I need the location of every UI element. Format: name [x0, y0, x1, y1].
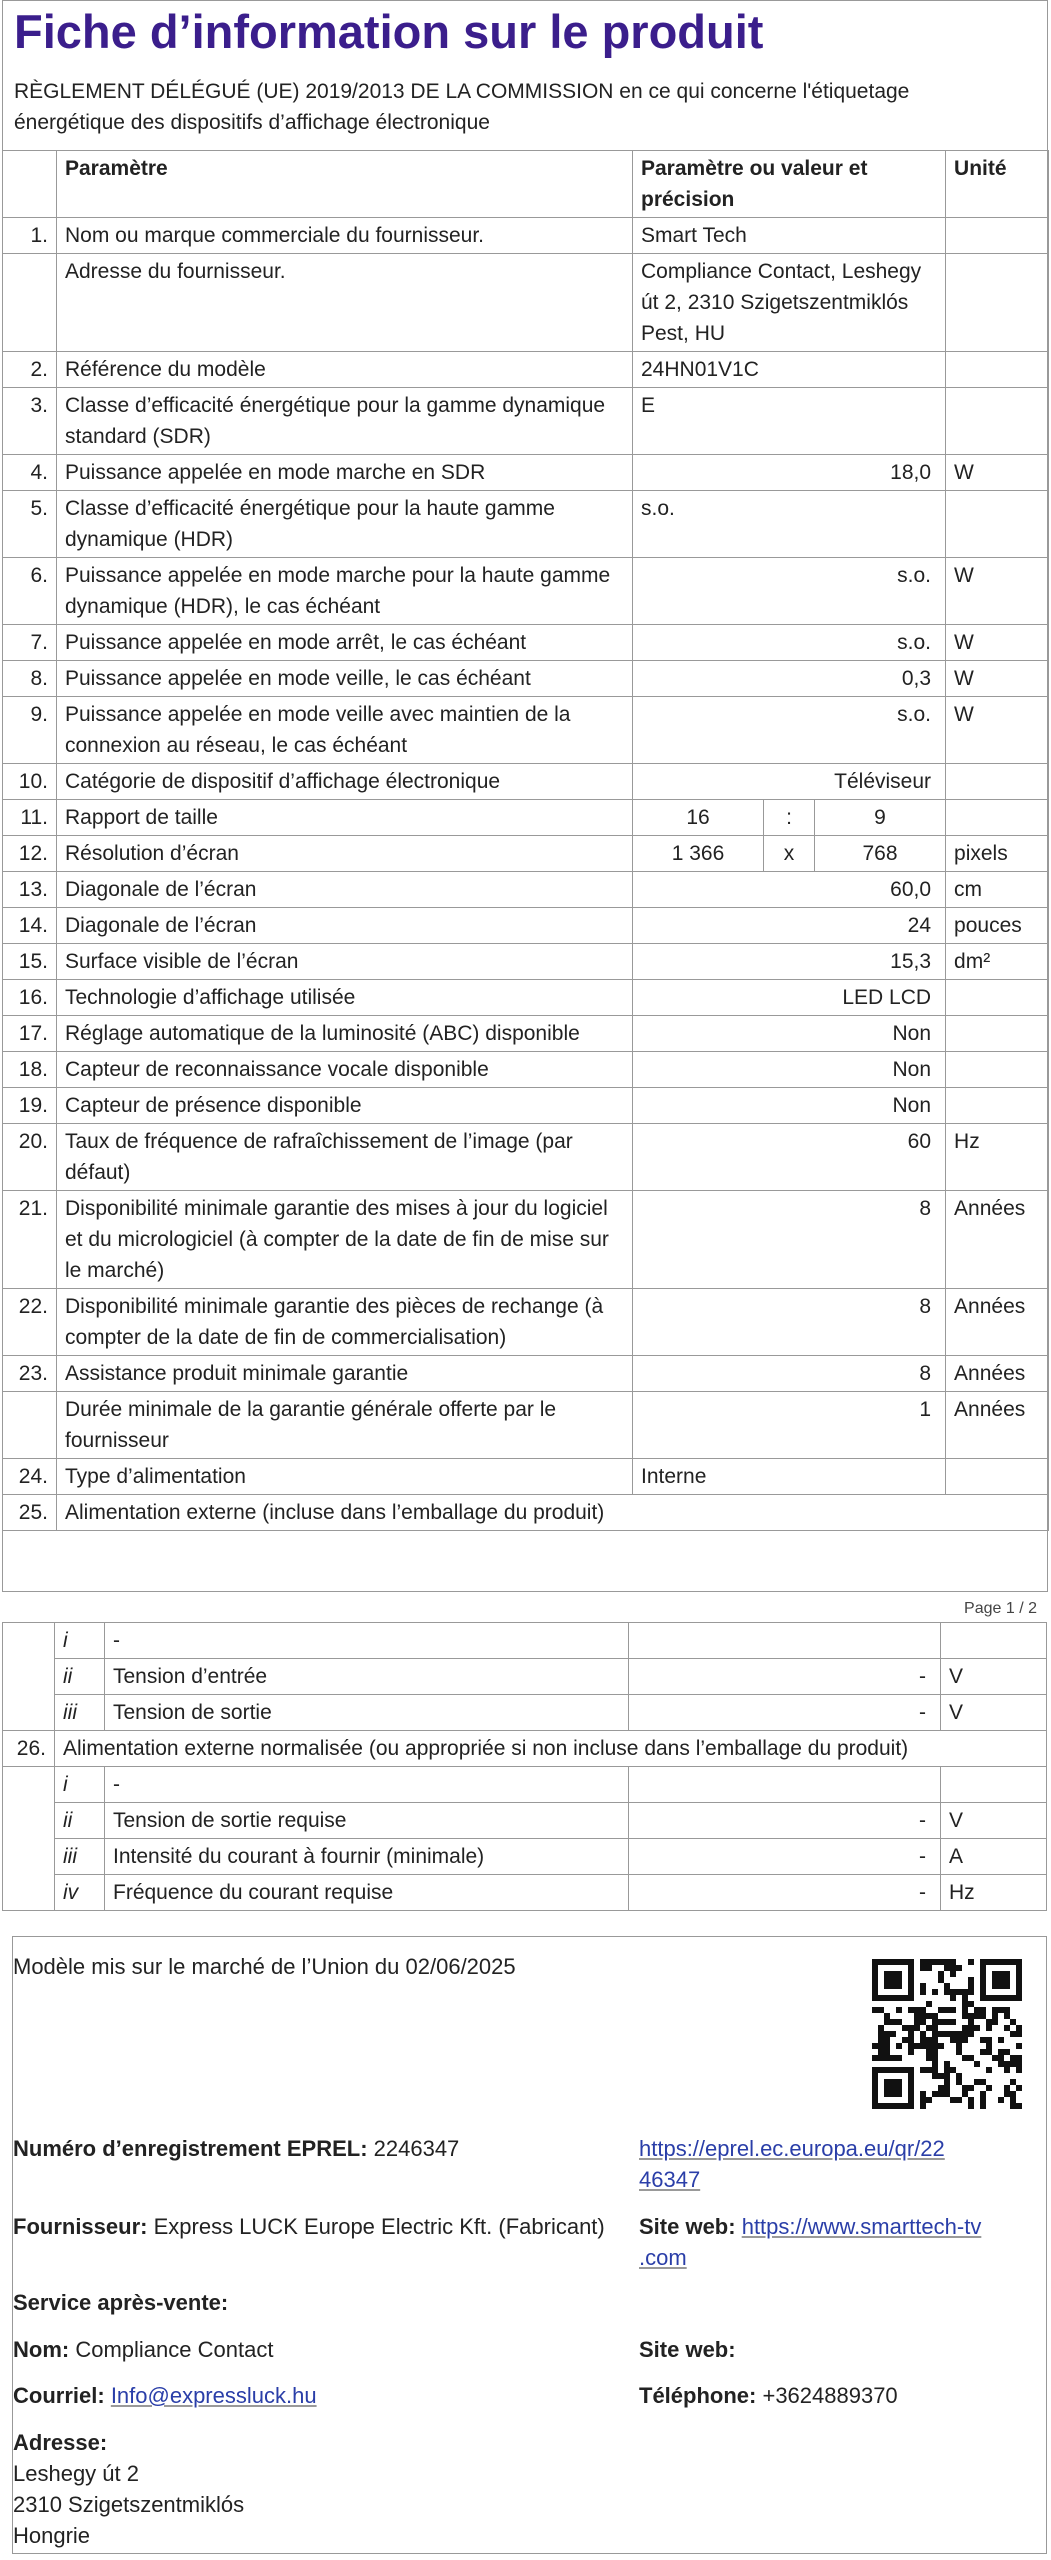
row-value-separator: x — [764, 836, 815, 872]
after-sales-heading: Service après-vente: — [13, 2290, 229, 2315]
supplier-row — [13, 2211, 605, 2242]
eprel-link-cont[interactable]: 46347 — [639, 2167, 701, 2192]
row-parameter: Type d’alimentation — [57, 1459, 633, 1495]
row-number: 23. — [3, 1356, 57, 1392]
eprel-label: Numéro d’enregistrement EPREL: — [13, 2136, 368, 2161]
website-link[interactable]: https://www.smarttech-tv — [741, 2214, 982, 2239]
row-value: Non — [633, 1016, 946, 1052]
row-value: Téléviseur — [633, 764, 946, 800]
website-link-cont[interactable]: .com — [639, 2245, 687, 2270]
row-value: Compliance Contact, Leshegy út 2, 2310 Szigetszentmiklós Pest, HU — [633, 254, 946, 352]
table-row — [3, 836, 1049, 872]
row-parameter: Capteur de reconnaissance vocale disponible — [57, 1052, 633, 1088]
table-row — [3, 1459, 1049, 1495]
row-value: 1 — [633, 1392, 946, 1459]
table-row — [3, 908, 1049, 944]
website-row — [639, 2211, 981, 2242]
row-parameter: Diagonale de l’écran — [57, 872, 633, 908]
sub-index: ii — [55, 1659, 105, 1695]
table-row — [3, 800, 1049, 836]
row-value: LED LCD — [633, 980, 946, 1016]
row-number: 21. — [3, 1191, 57, 1289]
address-line-1: Leshegy út 2 — [13, 2461, 139, 2486]
sub-unit: V — [941, 1659, 1047, 1695]
eprel-link[interactable]: https://eprel.ec.europa.eu/qr/22 — [639, 2136, 945, 2161]
row-number: 11. — [3, 800, 57, 836]
row-parameter: Surface visible de l’écran — [57, 944, 633, 980]
table-row — [3, 872, 1049, 908]
row-number: 10. — [3, 764, 57, 800]
sub-index: i — [55, 1623, 105, 1659]
row-unit — [946, 800, 1049, 836]
row-number: 17. — [3, 1016, 57, 1052]
row-parameter: Rapport de taille — [57, 800, 633, 836]
row-parameter: Classe d’efficacité énergétique pour la gamme dynamique standard (SDR) — [57, 388, 633, 455]
table-row — [3, 352, 1049, 388]
table-row — [3, 388, 1049, 455]
row-value: Interne — [633, 1459, 946, 1495]
sub-parameter: - — [105, 1623, 629, 1659]
table-row — [3, 764, 1049, 800]
row-number: 9. — [3, 697, 57, 764]
row-parameter: Résolution d’écran — [57, 836, 633, 872]
sub-unit — [941, 1767, 1047, 1803]
row-unit: W — [946, 558, 1049, 625]
row-unit — [946, 388, 1049, 455]
row-number: 5. — [3, 491, 57, 558]
row-value: 8 — [633, 1289, 946, 1356]
page-number: Page 1 / 2 — [964, 1600, 1037, 1617]
table-row — [3, 1052, 1049, 1088]
table-row-25 — [3, 1495, 1049, 1531]
row-parameter: Technologie d’affichage utilisée — [57, 980, 633, 1016]
sub-unit: Hz — [941, 1875, 1047, 1911]
row-parameter: Puissance appelée en mode veille, le cas échéant — [57, 661, 633, 697]
sub-index: ii — [55, 1803, 105, 1839]
sub-value: - — [629, 1659, 941, 1695]
row-number: 13. — [3, 872, 57, 908]
row-parameter: Classe d’efficacité énergétique pour la haute gamme dynamique (HDR) — [57, 491, 633, 558]
row-parameter: Disponibilité minimale garantie des pièces de rechange (à compter de la date de fin de commercialisation) — [57, 1289, 633, 1356]
row-parameter: Catégorie de dispositif d’affichage électronique — [57, 764, 633, 800]
row-number: 14. — [3, 908, 57, 944]
row-value: 15,3 — [633, 944, 946, 980]
address-line-2: 2310 Szigetszentmiklós — [13, 2492, 245, 2517]
row-number: 2. — [3, 352, 57, 388]
row-unit: W — [946, 661, 1049, 697]
table-row — [3, 1088, 1049, 1124]
row-number: 19. — [3, 1088, 57, 1124]
table-row — [3, 944, 1049, 980]
table-row — [3, 661, 1049, 697]
row-parameter: Puissance appelée en mode marche pour la haute gamme dynamique (HDR), le cas échéant — [57, 558, 633, 625]
row-unit: W — [946, 697, 1049, 764]
sub-value: - — [629, 1839, 941, 1875]
table-row — [3, 1124, 1049, 1191]
sub-parameter: Fréquence du courant requise — [105, 1875, 629, 1911]
row-number — [3, 1392, 57, 1459]
row-value: 8 — [633, 1191, 946, 1289]
phone-label: Téléphone: — [639, 2383, 757, 2408]
row-unit — [946, 1459, 1049, 1495]
row-number: 7. — [3, 625, 57, 661]
row-number: 1. — [3, 218, 57, 254]
regulation-subtitle: RÈGLEMENT DÉLÉGUÉ (UE) 2019/2013 DE LA COMMISSION en ce qui concerne l'étiquetage énergétique des dispositifs d’affichage électronique — [14, 80, 910, 134]
sub-parameter: - — [105, 1767, 629, 1803]
row-value: s.o. — [633, 625, 946, 661]
market-date: Modèle mis sur le marché de l’Union du 02/06/2025 — [13, 1954, 516, 1979]
row-value-right: 768 — [815, 836, 946, 872]
product-info-table — [2, 150, 1049, 1531]
contact-name: Compliance Contact — [75, 2337, 274, 2362]
row-value-left: 1 366 — [633, 836, 764, 872]
table-header-row — [3, 151, 1049, 218]
row-unit: Années — [946, 1289, 1049, 1356]
row-unit — [946, 980, 1049, 1016]
table-row — [3, 254, 1049, 352]
row-value-separator: : — [764, 800, 815, 836]
sub-index: iii — [55, 1695, 105, 1731]
row-parameter: Puissance appelée en mode marche en SDR — [57, 455, 633, 491]
email-label: Courriel: — [13, 2383, 105, 2408]
row-parameter: Assistance produit minimale garantie — [57, 1356, 633, 1392]
row-value: 60,0 — [633, 872, 946, 908]
row-number: 3. — [3, 388, 57, 455]
row-unit: W — [946, 625, 1049, 661]
row-number: 22. — [3, 1289, 57, 1356]
table-row — [3, 455, 1049, 491]
row-value: 24 — [633, 908, 946, 944]
table-row — [3, 980, 1049, 1016]
table-row — [3, 1356, 1049, 1392]
row-number: 25. — [3, 1495, 57, 1531]
row-value: 0,3 — [633, 661, 946, 697]
header-value: Paramètre ou valeur et précision — [633, 151, 946, 218]
sub-index: i — [55, 1767, 105, 1803]
row-parameter: Puissance appelée en mode veille avec maintien de la connexion au réseau, le cas échéant — [57, 697, 633, 764]
row-unit: dm² — [946, 944, 1049, 980]
sub-value: - — [629, 1803, 941, 1839]
supplier-name: Express LUCK Europe Electric Kft. (Fabricant) — [153, 2214, 605, 2239]
qr-code — [872, 1959, 1022, 2109]
supplier-info-box — [12, 1936, 1047, 2554]
sub-parameter: Tension de sortie — [105, 1695, 629, 1731]
row-parameter: Diagonale de l’écran — [57, 908, 633, 944]
row-unit: pouces — [946, 908, 1049, 944]
row-parameter: Capteur de présence disponible — [57, 1088, 633, 1124]
sub-row — [3, 1875, 1047, 1911]
row-unit: pixels — [946, 836, 1049, 872]
row-unit — [946, 218, 1049, 254]
row-parameter: Disponibilité minimale garantie des mises à jour du logiciel et du micrologiciel (à compter de la date de fin de mise sur le marché) — [57, 1191, 633, 1289]
phone-row — [639, 2380, 898, 2411]
row-value: Non — [633, 1088, 946, 1124]
sub-unit: A — [941, 1839, 1047, 1875]
table-row — [3, 1289, 1049, 1356]
row-parameter: Durée minimale de la garantie générale offerte par le fournisseur — [57, 1392, 633, 1459]
row-number: 6. — [3, 558, 57, 625]
sub-index: iii — [55, 1839, 105, 1875]
row-number: 4. — [3, 455, 57, 491]
row-number: 26. — [3, 1731, 55, 1767]
table-row — [3, 625, 1049, 661]
row-number: 8. — [3, 661, 57, 697]
row-parameter: Nom ou marque commerciale du fournisseur. — [57, 218, 633, 254]
sub-row — [3, 1659, 1047, 1695]
row-number: 15. — [3, 944, 57, 980]
sub-value: - — [629, 1875, 941, 1911]
row-parameter: Taux de fréquence de rafraîchissement de l’image (par défaut) — [57, 1124, 633, 1191]
row-unit — [946, 764, 1049, 800]
row-unit — [946, 254, 1049, 352]
table-row — [3, 1191, 1049, 1289]
table-row — [3, 1016, 1049, 1052]
row-number: 18. — [3, 1052, 57, 1088]
row-parameter: Adresse du fournisseur. — [57, 254, 633, 352]
row-number: 20. — [3, 1124, 57, 1191]
website-label: Site web: — [639, 2214, 736, 2239]
row-number: 24. — [3, 1459, 57, 1495]
row-number: 12. — [3, 836, 57, 872]
row-value: s.o. — [633, 491, 946, 558]
row-unit — [946, 352, 1049, 388]
sub-unit: V — [941, 1803, 1047, 1839]
page-title: Fiche d’information sur le produit — [14, 5, 764, 58]
row-parameter: Réglage automatique de la luminosité (ABC) disponible — [57, 1016, 633, 1052]
sub-value: - — [629, 1695, 941, 1731]
phone-number: +3624889370 — [762, 2383, 898, 2408]
sub-row — [3, 1623, 1047, 1659]
header-parameter: Paramètre — [57, 151, 633, 218]
table-row — [3, 491, 1049, 558]
row-value: 60 — [633, 1124, 946, 1191]
row-unit: W — [946, 455, 1049, 491]
sub-index: iv — [55, 1875, 105, 1911]
table-row — [3, 697, 1049, 764]
sub-unit: V — [941, 1695, 1047, 1731]
row-unit: Années — [946, 1356, 1049, 1392]
eprel-number: 2246347 — [373, 2136, 460, 2161]
sub-parameter: Intensité du courant à fournir (minimale) — [105, 1839, 629, 1875]
row-parameter: Puissance appelée en mode arrêt, le cas échéant — [57, 625, 633, 661]
row-value: 24HN01V1C — [633, 352, 946, 388]
row-value: Non — [633, 1052, 946, 1088]
row-unit: Années — [946, 1191, 1049, 1289]
name-label: Nom: — [13, 2337, 70, 2362]
row-number: 16. — [3, 980, 57, 1016]
table-row-26 — [3, 1731, 1047, 1767]
row-unit — [946, 1052, 1049, 1088]
row-parameter: Référence du modèle — [57, 352, 633, 388]
row-value: 18,0 — [633, 455, 946, 491]
sub-group-spacer — [3, 1623, 55, 1731]
row-unit — [946, 491, 1049, 558]
row-unit: Hz — [946, 1124, 1049, 1191]
row-parameter: Alimentation externe normalisée (ou appropriée si non incluse dans l’emballage du produit) — [55, 1731, 1047, 1767]
row-value-right: 9 — [815, 800, 946, 836]
row-value: s.o. — [633, 697, 946, 764]
row-value-left: 16 — [633, 800, 764, 836]
sub-row — [3, 1803, 1047, 1839]
row-number — [3, 254, 57, 352]
row-value: E — [633, 388, 946, 455]
row-unit — [946, 1088, 1049, 1124]
row-value: 8 — [633, 1356, 946, 1392]
header-unit: Unité — [946, 151, 1049, 218]
sub-value — [629, 1767, 941, 1803]
sub-unit — [941, 1623, 1047, 1659]
website2-label: Site web: — [639, 2337, 736, 2362]
header-number — [3, 151, 57, 218]
sub-row — [3, 1695, 1047, 1731]
row-value: Smart Tech — [633, 218, 946, 254]
sub-row — [3, 1839, 1047, 1875]
contact-name-row — [13, 2334, 273, 2365]
email-link[interactable]: Info@expressluck.hu — [110, 2383, 317, 2408]
row-unit: Années — [946, 1392, 1049, 1459]
row-value: s.o. — [633, 558, 946, 625]
eprel-row — [13, 2133, 459, 2164]
address-label: Adresse: — [13, 2430, 108, 2455]
power-supply-table — [2, 1622, 1047, 1911]
sub-value — [629, 1623, 941, 1659]
table-row — [3, 558, 1049, 625]
table-row — [3, 1392, 1049, 1459]
sub-parameter: Tension de sortie requise — [105, 1803, 629, 1839]
sub-parameter: Tension d’entrée — [105, 1659, 629, 1695]
sub-row — [3, 1767, 1047, 1803]
address-line-3: Hongrie — [13, 2523, 91, 2548]
row-unit — [946, 1016, 1049, 1052]
email-row — [13, 2380, 317, 2411]
supplier-label: Fournisseur: — [13, 2214, 148, 2239]
table-row — [3, 218, 1049, 254]
row-parameter: Alimentation externe (incluse dans l’emballage du produit) — [57, 1495, 1049, 1531]
row-unit: cm — [946, 872, 1049, 908]
sub-group-spacer — [3, 1767, 55, 1911]
